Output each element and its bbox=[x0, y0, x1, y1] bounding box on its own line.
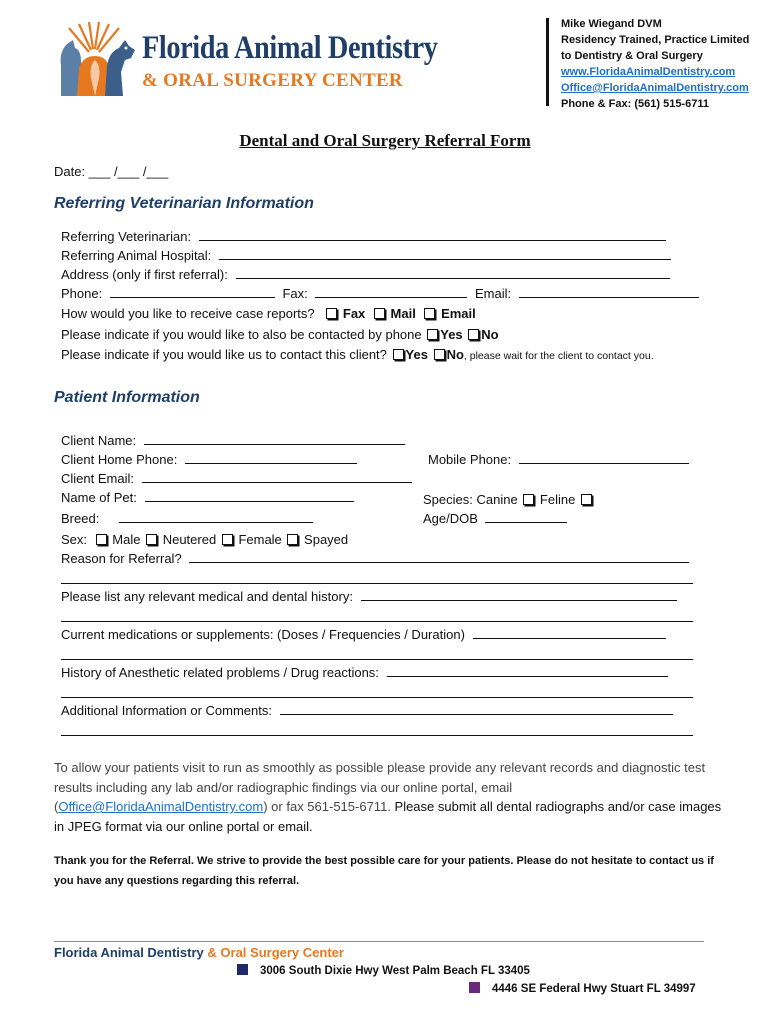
hospital-label: Referring Animal Hospital: bbox=[61, 248, 212, 263]
medications-label: Current medications or supplements: (Doses / Frequencies / Duration) bbox=[61, 627, 465, 642]
doctor-name: Mike Wiegand DVM bbox=[561, 18, 662, 30]
footer-org-name bbox=[54, 945, 344, 960]
client-contact-yes-checkbox[interactable] bbox=[393, 349, 404, 360]
neutered-checkbox[interactable] bbox=[146, 534, 157, 545]
hospital-input[interactable] bbox=[219, 248, 671, 260]
phone-contact-yes-checkbox[interactable] bbox=[427, 329, 438, 340]
email-checkbox[interactable] bbox=[424, 308, 435, 319]
home-phone-label: Client Home Phone: bbox=[61, 452, 178, 467]
home-phone-input[interactable] bbox=[185, 452, 357, 464]
age-row bbox=[423, 511, 567, 526]
header-divider bbox=[546, 18, 549, 106]
reason-input[interactable] bbox=[189, 551, 689, 563]
email-link[interactable]: Office@FloridaAnimalDentistry.com bbox=[561, 82, 749, 94]
client-contact-row bbox=[61, 347, 654, 362]
client-contact-question: Please indicate if you would like us to contact this client? bbox=[61, 347, 387, 362]
website-link[interactable]: www.FloridaAnimalDentistry.com bbox=[561, 66, 736, 78]
age-input[interactable] bbox=[485, 511, 567, 523]
brand-subtitle: & ORAL SURGERY CENTER bbox=[142, 70, 403, 91]
phone-label: Phone: bbox=[61, 286, 103, 301]
footer-address-2 bbox=[469, 982, 696, 995]
anesthetic-input[interactable] bbox=[387, 665, 668, 677]
logo-icon bbox=[55, 22, 137, 98]
info-text-3: Please submit all dental radiographs and/or case images in JPEG format via our online portal or email. bbox=[54, 799, 722, 834]
species-row bbox=[423, 492, 594, 507]
medications-row bbox=[61, 627, 666, 642]
breed-input[interactable] bbox=[119, 511, 313, 523]
referring-vet-input[interactable] bbox=[199, 229, 666, 241]
medications-extra-line[interactable] bbox=[61, 659, 693, 660]
history-row bbox=[61, 589, 677, 604]
client-contact-no-label: No bbox=[446, 347, 464, 362]
mobile-phone-row bbox=[428, 452, 689, 467]
spayed-label: Spayed bbox=[304, 532, 349, 547]
history-input[interactable] bbox=[361, 589, 677, 601]
client-contact-yes-label: Yes bbox=[405, 347, 428, 362]
address-row bbox=[61, 267, 670, 282]
phone-contact-question: Please indicate if you would like to also be contacted by phone bbox=[61, 327, 422, 342]
client-name-label: Client Name: bbox=[61, 433, 137, 448]
referring-vet-row bbox=[61, 229, 666, 244]
anesthetic-extra-line[interactable] bbox=[61, 697, 693, 698]
home-phone-row bbox=[61, 452, 357, 467]
form-title: Dental and Oral Surgery Referral Form bbox=[239, 131, 531, 150]
email-input[interactable] bbox=[519, 286, 699, 298]
additional-input[interactable] bbox=[280, 703, 673, 715]
phone-fax: Phone & Fax: (561) 515-6711 bbox=[561, 98, 709, 110]
neutered-label: Neutered bbox=[162, 532, 217, 547]
footer-divider bbox=[54, 941, 704, 942]
fax-input[interactable] bbox=[315, 286, 467, 298]
phone-fax-email-row bbox=[61, 286, 699, 301]
thanks-note: Thank you for the Referral. We strive to provide the best possible care for your patients. Please do not hesitate to contact us if you have any questions regarding this referral. bbox=[54, 855, 714, 887]
phone-contact-no-label: No bbox=[481, 327, 499, 342]
address-label: Address (only if first referral): bbox=[61, 267, 228, 282]
client-name-row bbox=[61, 433, 405, 448]
pet-name-input[interactable] bbox=[145, 490, 354, 502]
doctor-credentials: Residency Trained, Practice Limited bbox=[561, 34, 750, 46]
address2-text: 4446 SE Federal Hwy Stuart FL 34997 bbox=[492, 983, 696, 995]
email-label: Email: bbox=[475, 286, 512, 301]
pet-name-row bbox=[61, 490, 354, 505]
male-checkbox[interactable] bbox=[96, 534, 107, 545]
mail-checkbox[interactable] bbox=[374, 308, 385, 319]
anesthetic-row bbox=[61, 665, 668, 680]
square-bullet-icon bbox=[469, 982, 480, 993]
spayed-checkbox[interactable] bbox=[287, 534, 298, 545]
mail-option-label: Mail bbox=[390, 306, 416, 321]
reason-label: Reason for Referral? bbox=[61, 551, 182, 566]
fax-label: Fax: bbox=[282, 286, 308, 301]
contact-block bbox=[561, 16, 749, 112]
additional-row bbox=[61, 703, 673, 718]
email-option-label: Email bbox=[441, 306, 476, 321]
fax-option-label: Fax bbox=[342, 306, 366, 321]
male-label: Male bbox=[112, 532, 141, 547]
square-bullet-icon bbox=[237, 964, 248, 975]
pet-name-label: Name of Pet: bbox=[61, 490, 137, 505]
breed-label: Breed: bbox=[61, 511, 100, 526]
sex-label: Sex: bbox=[61, 532, 88, 547]
reason-extra-line[interactable] bbox=[61, 583, 693, 584]
address-input[interactable] bbox=[236, 267, 670, 279]
species-label: Species: Canine bbox=[423, 492, 518, 507]
client-email-label: Client Email: bbox=[61, 471, 134, 486]
mobile-phone-label: Mobile Phone: bbox=[428, 452, 512, 467]
sex-row bbox=[61, 532, 348, 547]
date-field[interactable]: Date: ___ /___ /___ bbox=[54, 164, 169, 179]
address1-text: 3006 South Dixie Hwy West Palm Beach FL 33405 bbox=[260, 965, 530, 977]
doctor-specialty: to Dentistry & Oral Surgery bbox=[561, 50, 703, 62]
referring-vet-label: Referring Veterinarian: bbox=[61, 229, 192, 244]
reason-row bbox=[61, 551, 689, 566]
phone-contact-no-checkbox[interactable] bbox=[468, 329, 479, 340]
additional-label: Additional Information or Comments: bbox=[61, 703, 272, 718]
patient-section-heading: Patient Information bbox=[54, 389, 200, 406]
phone-input[interactable] bbox=[110, 286, 275, 298]
reports-question: How would you like to receive case reports? bbox=[61, 306, 315, 321]
info-paragraph bbox=[54, 758, 724, 836]
additional-extra-line[interactable] bbox=[61, 735, 693, 736]
female-label: Female bbox=[238, 532, 282, 547]
history-label: Please list any relevant medical and dental history: bbox=[61, 589, 353, 604]
phone-contact-row bbox=[61, 327, 499, 342]
client-contact-note: , please wait for the client to contact you. bbox=[463, 350, 654, 362]
canine-checkbox[interactable] bbox=[523, 494, 534, 505]
anesthetic-label: History of Anesthetic related problems / Drug reactions: bbox=[61, 665, 379, 680]
client-email-row bbox=[61, 471, 412, 486]
footer-name-part2: & Oral Surgery Center bbox=[207, 945, 344, 960]
feline-label: Feline bbox=[539, 492, 576, 507]
age-label: Age/DOB bbox=[423, 511, 478, 526]
brand-name: Florida Animal Dentistry bbox=[142, 30, 438, 66]
fax-checkbox[interactable] bbox=[326, 308, 337, 319]
footer-address-1 bbox=[237, 964, 530, 977]
info-text-2: ) or fax 561-515-6711. bbox=[263, 799, 391, 814]
client-name-input[interactable] bbox=[144, 433, 405, 445]
client-email-input[interactable] bbox=[142, 471, 412, 483]
client-contact-no-checkbox[interactable] bbox=[434, 349, 445, 360]
mobile-phone-input[interactable] bbox=[519, 452, 689, 464]
medications-input[interactable] bbox=[473, 627, 666, 639]
history-extra-line[interactable] bbox=[61, 621, 693, 622]
female-checkbox[interactable] bbox=[222, 534, 233, 545]
phone-contact-yes-label: Yes bbox=[440, 327, 463, 342]
feline-checkbox[interactable] bbox=[581, 494, 592, 505]
info-text-1: To allow your patients visit to run as smoothly as possible please provide any relevant records and diagnostic test results including any lab and/or radiographic findings via our online portal, email ( bbox=[54, 760, 706, 814]
breed-row bbox=[61, 511, 313, 526]
reports-row bbox=[61, 306, 476, 321]
footer-name-part1: Florida Animal Dentistry bbox=[54, 945, 204, 960]
hospital-row bbox=[61, 248, 671, 263]
info-email-link[interactable]: Office@FloridaAnimalDentistry.com bbox=[58, 799, 264, 814]
vet-section-heading: Referring Veterinarian Information bbox=[54, 195, 314, 212]
